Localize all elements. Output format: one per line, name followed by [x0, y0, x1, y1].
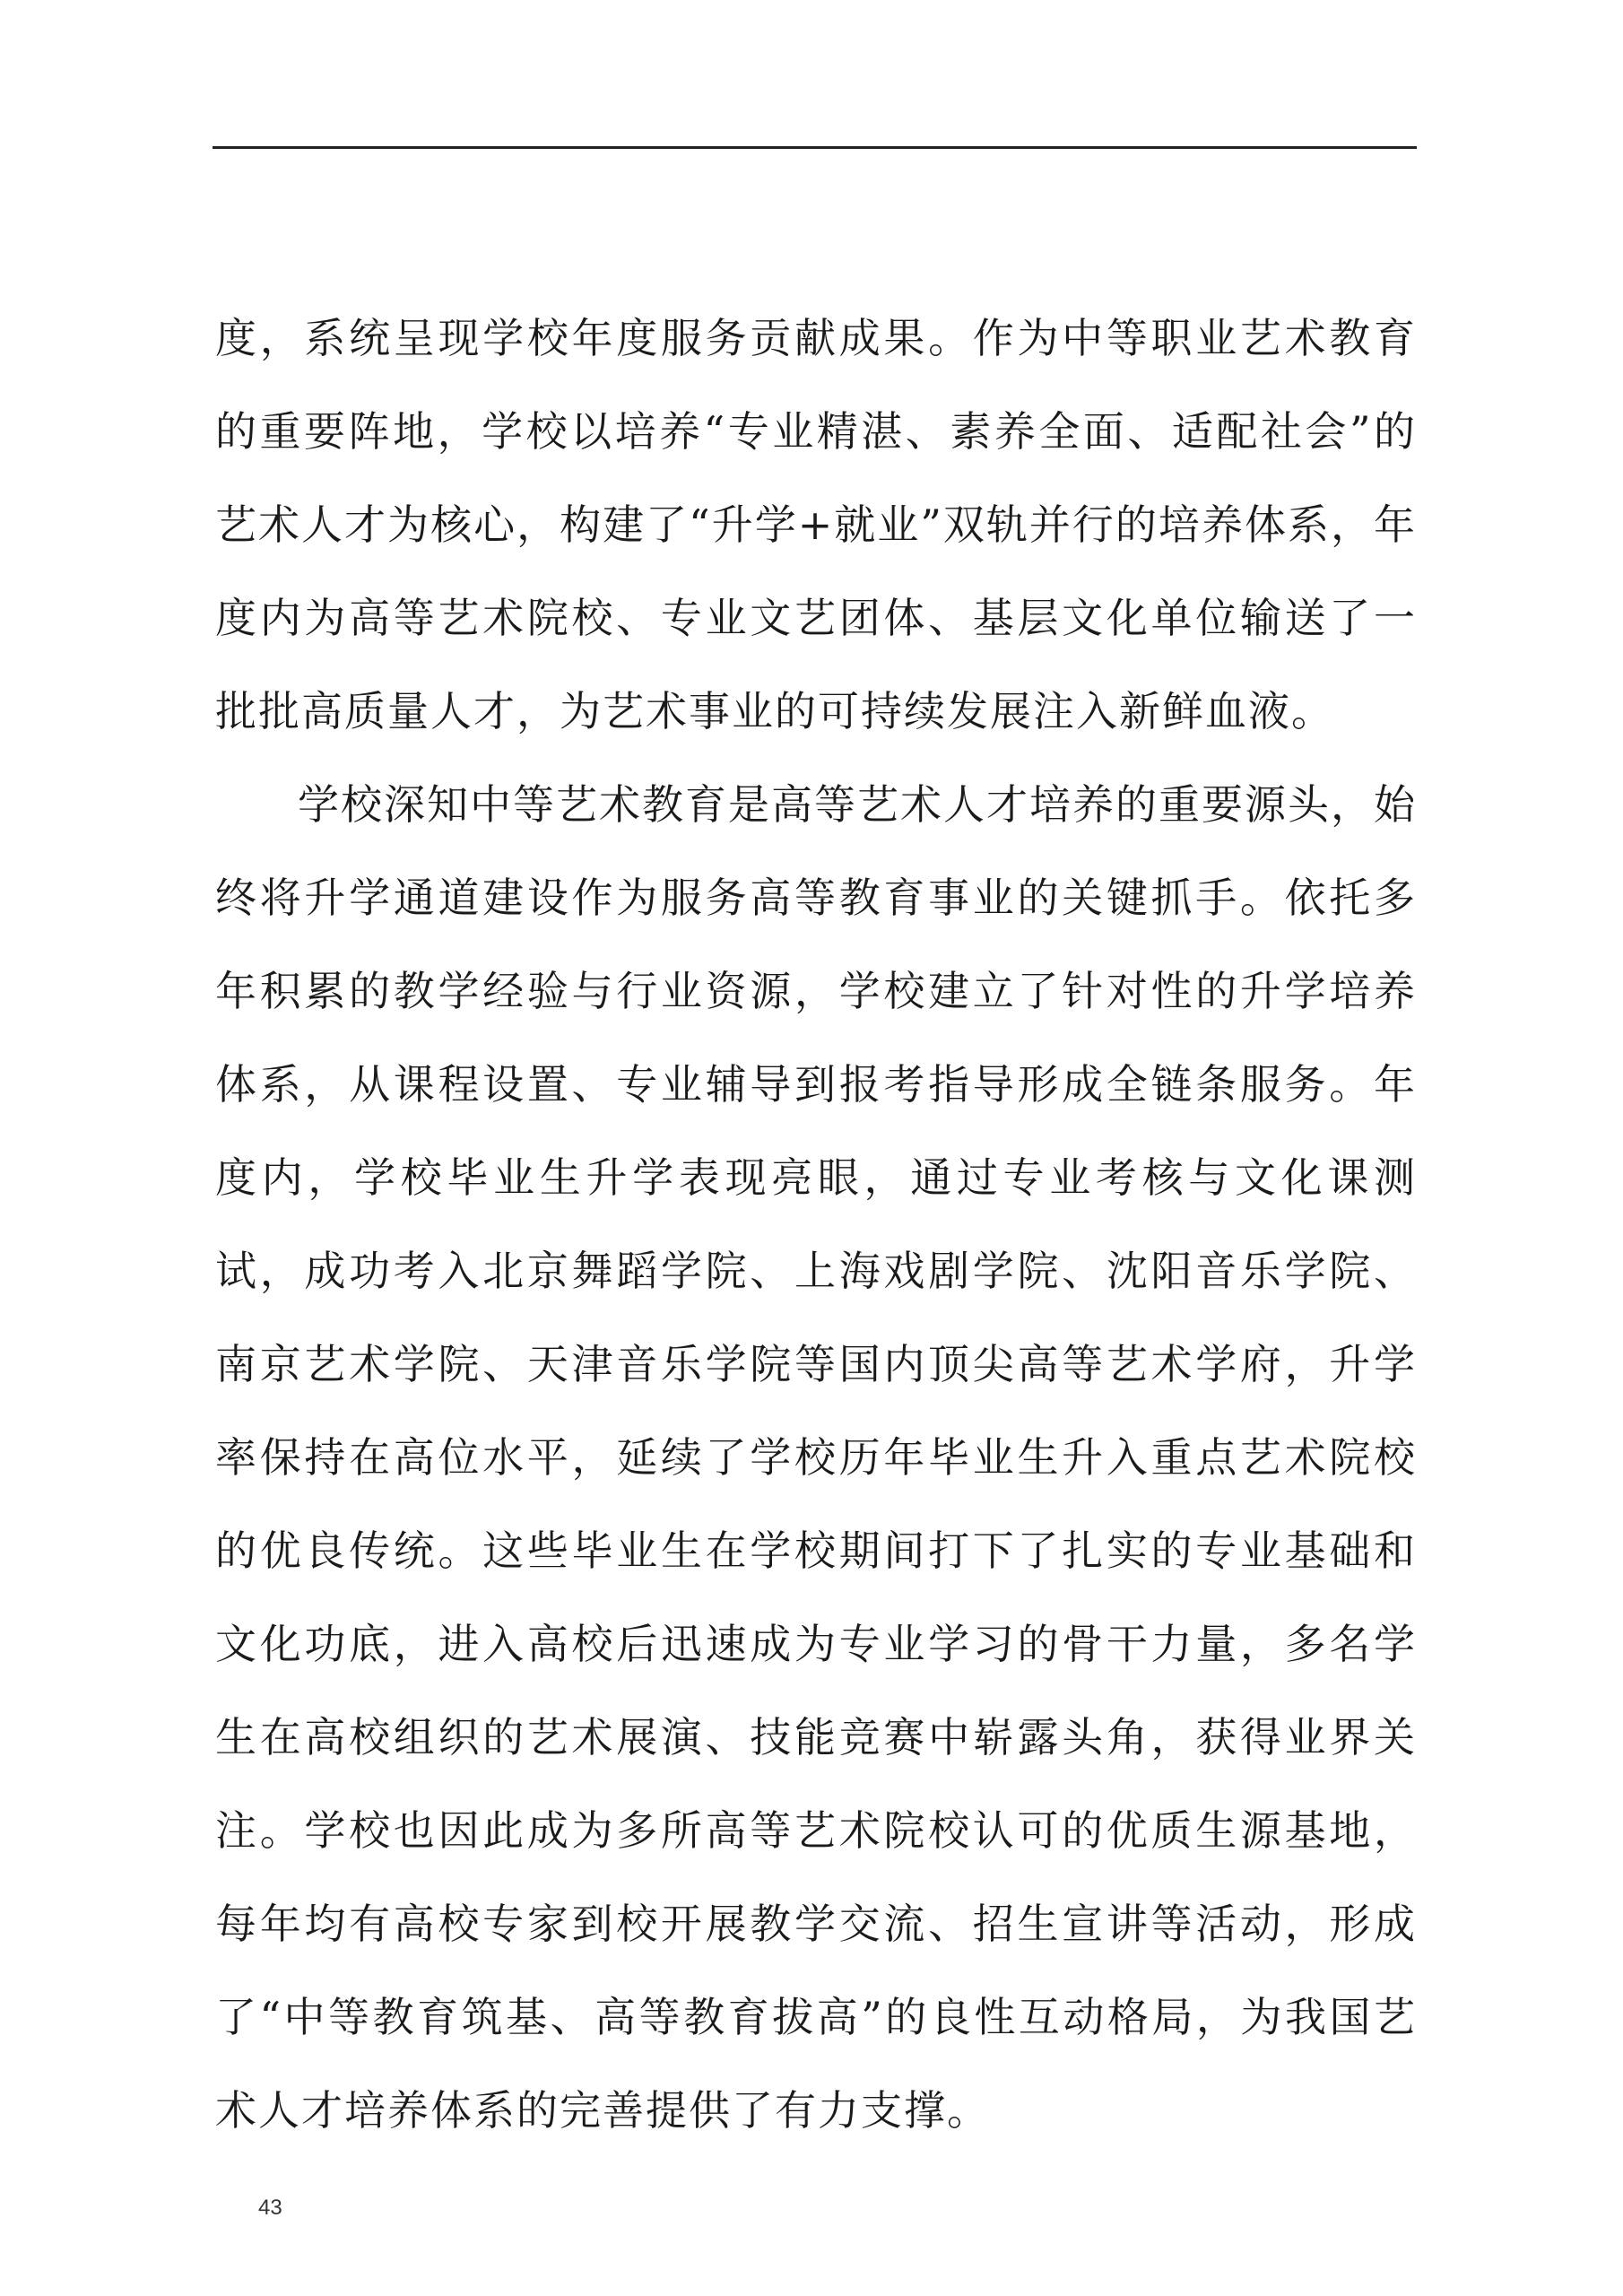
header-rule: [213, 146, 1417, 149]
page-body: [215, 291, 1417, 2157]
page-number: 43: [258, 2196, 282, 2220]
paragraph-continued: 度，系统呈现学校年度服务贡献成果。作为中等职业艺术教育的重要阵地，学校以培养“专业精湛、素养全面、适配社会”的艺术人才为核心，构建了“升学+就业”双轨并行的培养体系，年度内为高等艺术院校、专业文艺团体、基层文化单位输送了一批批高质量人才，为艺术事业的可持续发展注入新鲜血液。: [215, 314, 1417, 735]
paragraph-higher-education: 学校深知中等艺术教育是高等艺术人才培养的重要源头，始终将升学通道建设作为服务高等教育事业的关键抓手。依托多年积累的教学经验与行业资源，学校建立了针对性的升学培养体系，从课程设置、专业辅导到报考指导形成全链条服务。年度内，学校毕业生升学表现亮眼，通过专业考核与文化课测试，成功考入北京舞蹈学院、上海戏剧学院、沈阳音乐学院、南京艺术学院、天津音乐学院等国内顶尖高等艺术学府，升学率保持在高位水平，延续了学校历年毕业生升入重点艺术院校的优良传统。这些毕业生在学校期间打下了扎实的专业基础和文化功底，进入高校后迅速成为专业学习的骨干力量，多名学生在高校组织的艺术展演、技能竞赛中崭露头角，获得业界关注。学校也因此成为多所高等艺术院校认可的优质生源基地，每年均有高校专家到校开展教学交流、招生宣讲等活动，形成了“中等教育筑基、高等教育拔高”的良性互动格局，为我国艺术人才培养体系的完善提供了有力支撑。: [215, 780, 1417, 2135]
